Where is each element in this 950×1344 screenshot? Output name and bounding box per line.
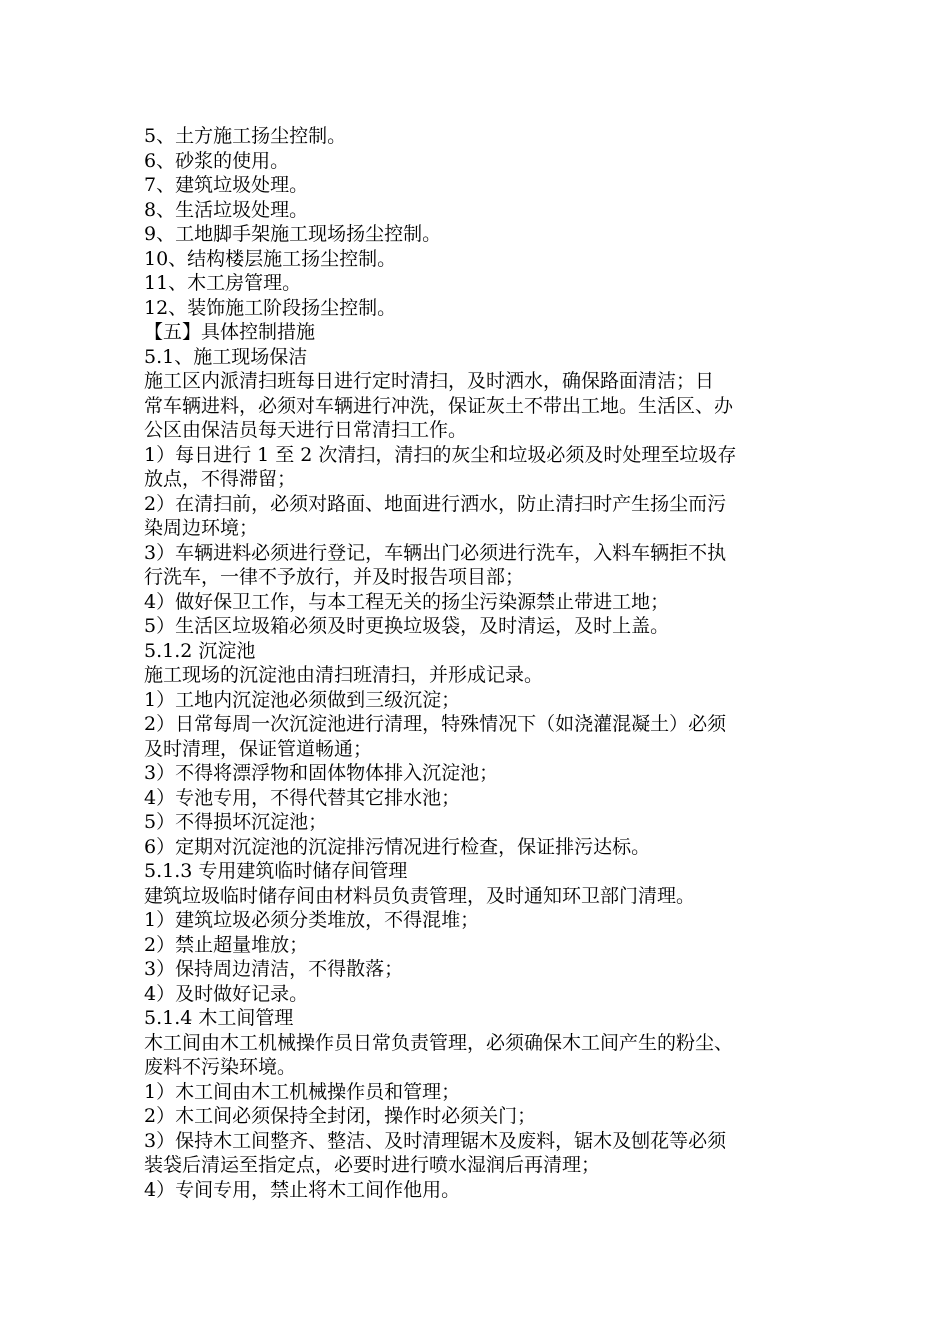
text-line: 4）做好保卫工作，与本工程无关的扬尘污染源禁止带进工地； (144, 590, 670, 613)
text-line: 10、结构楼层施工扬尘控制。 (144, 247, 397, 270)
text-line: 6）定期对沉淀池的沉淀排污情况进行检查，保证排污达标。 (144, 835, 651, 858)
text-line: 3）保持周边清洁，不得散落； (144, 958, 404, 980)
text-line: 7、建筑垃圾处理。 (144, 174, 309, 196)
text-line: 木工间由木工机械操作员日常负责管理，必须确保木工间产生的粉尘、 (144, 1031, 734, 1054)
document-body (144, 124, 834, 1202)
text-line: 1）建筑垃圾必须分类堆放，不得混堆； (144, 909, 480, 931)
text-line: 12、装饰施工阶段扬尘控制。 (144, 296, 397, 319)
text-line: 施工现场的沉淀池由清扫班清扫，并形成记录。 (144, 664, 544, 686)
text-line: 3）不得将漂浮物和固体物体排入沉淀池； (144, 762, 499, 784)
text-line: 建筑垃圾临时储存间由材料员负责管理，及时通知环卫部门清理。 (144, 884, 696, 907)
text-line: 废料不污染环境。 (144, 1056, 297, 1078)
subsection-heading: 5.1.3 专用建筑临时储存间管理 (144, 860, 408, 882)
text-line: 3）车辆进料必须进行登记，车辆出门必须进行洗车，入料车辆拒不执 (144, 541, 727, 564)
subsection-heading: 5.1、施工现场保洁 (144, 345, 308, 368)
text-line: 1）每日进行 1 至 2 次清扫，清扫的灰尘和垃圾必须及时处理至垃圾存 (144, 443, 737, 466)
text-line: 5）生活区垃圾箱必须及时更换垃圾袋，及时清运，及时上盖。 (144, 615, 670, 637)
text-line: 5、土方施工扬尘控制。 (144, 125, 347, 147)
text-line: 2）木工间必须保持全封闭，操作时必须关门； (144, 1105, 537, 1127)
text-line: 4）专间专用，禁止将木工间作他用。 (144, 1178, 461, 1201)
text-line: 染周边环境； (144, 517, 259, 539)
text-line: 9、工地脚手架施工现场扬尘控制。 (144, 223, 442, 245)
text-line: 3）保持木工间整齐、整洁、及时清理锯木及废料，锯木及刨花等必须 (144, 1129, 727, 1152)
text-line: 1）工地内沉淀池必须做到三级沉淀； (144, 688, 461, 711)
section-heading: 【五】具体控制措施 (144, 321, 316, 343)
subsection-heading: 5.1.2 沉淀池 (144, 639, 256, 662)
text-line: 11、木工房管理。 (144, 272, 302, 294)
text-line: 2）禁止超量堆放； (144, 933, 309, 956)
text-line: 放点，不得滞留； (144, 468, 297, 490)
subsection-heading: 5.1.4 木工间管理 (144, 1007, 294, 1029)
text-line: 6、砂浆的使用。 (144, 149, 290, 172)
text-line: 常车辆进料，必须对车辆进行冲洗，保证灰土不带出工地。生活区、办 (144, 394, 734, 417)
text-line: 1）木工间由木工机械操作员和管理； (144, 1080, 461, 1103)
text-line: 8、生活垃圾处理。 (144, 198, 309, 221)
text-line: 装袋后清运至指定点，必要时进行喷水湿润后再清理； (144, 1154, 601, 1176)
text-line: 2）日常每周一次沉淀池进行清理，特殊情况下（如浇灌混凝土）必须 (144, 713, 727, 735)
text-line: 及时清理，保证管道畅通； (144, 737, 373, 760)
text-line: 行洗车，一律不予放行，并及时报告项目部； (144, 566, 525, 588)
text-line: 5）不得损坏沉淀池； (144, 811, 328, 833)
text-line: 4）及时做好记录。 (144, 982, 309, 1005)
text-line: 公区由保洁员每天进行日常清扫工作。 (144, 419, 468, 441)
text-line: 施工区内派清扫班每日进行定时清扫，及时洒水，确保路面清洁；日 (144, 370, 715, 392)
text-line: 2）在清扫前，必须对路面、地面进行洒水，防止清扫时产生扬尘而污 (144, 492, 727, 515)
text-line: 4）专池专用，不得代替其它排水池； (144, 786, 461, 809)
